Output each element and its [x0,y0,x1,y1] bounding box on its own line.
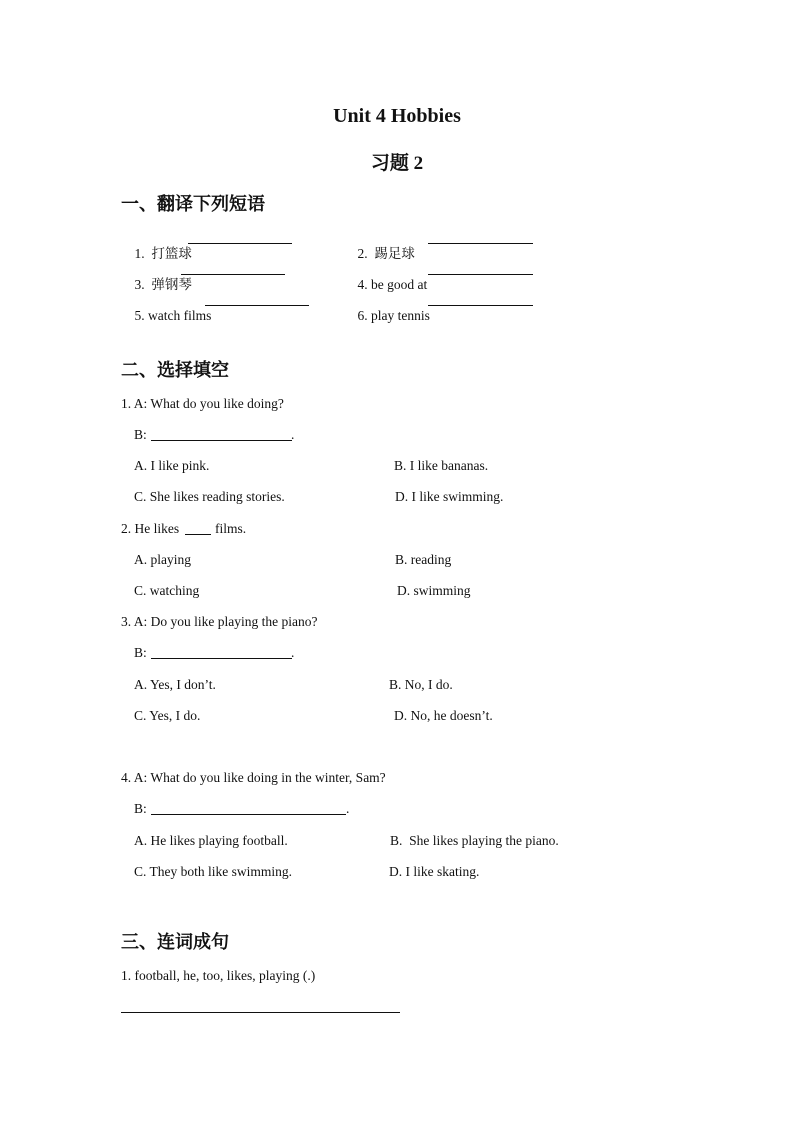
question-3-option-c[interactable]: C. Yes, I do. [134,708,201,723]
question-4-option-d[interactable]: D. I like skating. [389,864,480,879]
question-2-option-a[interactable]: A. playing [134,552,191,567]
translate-item-2-label: 2. 踢足球 [357,246,415,261]
question-3-option-a[interactable]: A. Yes, I don’t. [134,677,216,692]
question-2-option-d[interactable]: D. swimming [397,583,471,598]
question-3-period: . [291,645,295,660]
question-4-option-c[interactable]: C. They both like swimming. [134,864,292,879]
section-3-heading: 三、连词成句 [121,932,229,953]
translate-item-2-blank[interactable] [428,243,533,244]
question-1-option-b[interactable]: B. I like bananas. [394,458,489,473]
sentence-item-1-answer-line[interactable] [121,1012,400,1013]
page-title: Unit 4 Hobbies [333,105,461,127]
translate-item-4-label: 4. be good at [357,277,428,292]
question-3-stem: 3. A: Do you like playing the piano? [121,614,318,629]
question-2-blank[interactable] [185,534,211,535]
question-2-option-c[interactable]: C. watching [134,583,200,598]
question-4-stem: 4. A: What do you like doing in the winter, Sam? [121,770,386,785]
question-1-option-c[interactable]: C. She likes reading stories. [134,489,285,504]
translate-item-1-blank[interactable] [188,243,292,244]
question-2-stem-after: films. [215,521,247,536]
translate-item-5-label: 5. watch films [134,308,212,323]
question-1-option-a[interactable]: A. I like pink. [134,458,210,473]
section-1-heading: 一、翻译下列短语 [121,194,265,215]
question-4-period: . [346,801,350,816]
translate-item-6 [344,292,430,340]
translate-item-3-blank[interactable] [181,274,285,275]
question-2-stem-before: 2. He likes [121,521,180,536]
translate-item-4-blank[interactable] [428,274,533,275]
question-3-option-d[interactable]: D. No, he doesn’t. [394,708,493,723]
sentence-item-1: 1. football, he, too, likes, playing (.) [121,968,316,983]
question-1-stem: 1. A: What do you like doing? [121,396,284,411]
translate-item-5 [121,292,211,340]
question-1-option-d[interactable]: D. I like swimming. [395,489,504,504]
translate-item-6-label: 6. play tennis [357,308,430,323]
translate-item-3-label: 3. 弹钢琴 [134,277,192,292]
question-4-option-a[interactable]: A. He likes playing football. [134,833,288,848]
question-4-answer-prefix: B: [134,801,147,816]
section-2-heading: 二、选择填空 [121,360,229,381]
translate-item-1-label: 1. 打篮球 [134,246,192,261]
question-1-period: . [291,427,295,442]
question-1-answer-prefix: B: [134,427,147,442]
question-2-option-b[interactable]: B. reading [395,552,452,567]
translate-item-6-blank[interactable] [428,305,533,306]
question-1-answer-blank[interactable] [151,440,292,441]
question-3-answer-blank[interactable] [151,658,292,659]
question-3-option-b[interactable]: B. No, I do. [389,677,453,692]
question-4-answer-blank[interactable] [151,814,346,815]
translate-item-5-blank[interactable] [205,305,309,306]
question-3-answer-prefix: B: [134,645,147,660]
question-4-option-b[interactable]: B. She likes playing the piano. [390,833,559,848]
page-subtitle: 习题 2 [370,153,424,174]
